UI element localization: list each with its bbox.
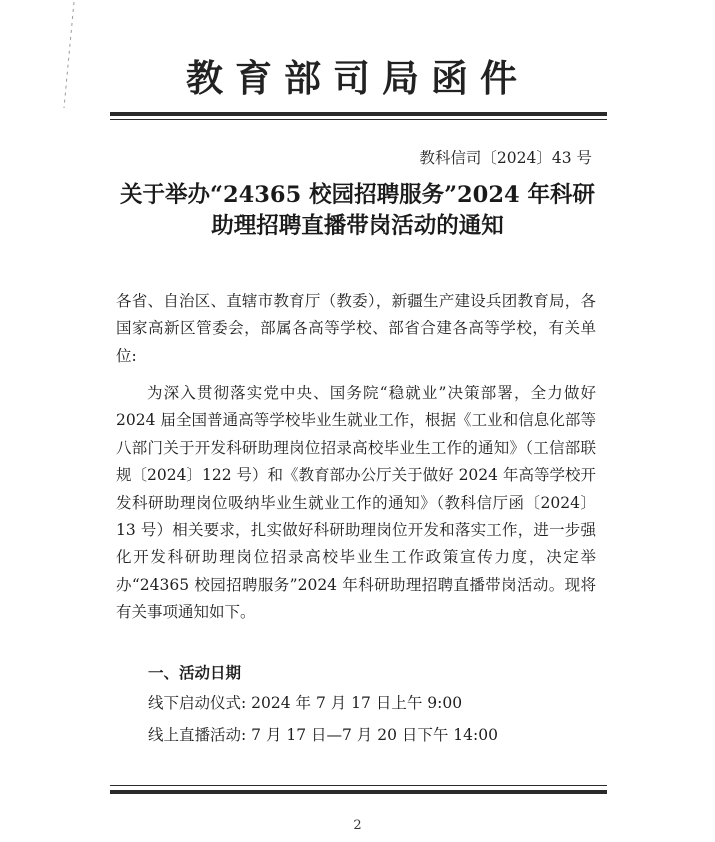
title-line-1: 关于举办“24365 校园招聘服务”2024 年科研: [120, 182, 595, 208]
schedule-online: 线上直播活动: 7 月 17 日—7 月 20 日下午 14:00: [148, 726, 498, 744]
addressee: 各省、自治区、直辖市教育厅（教委），新疆生产建设兵团教育局，各国家高新区管委会，部属各高等学校、部省合建各高等学校，有关单位:: [116, 292, 596, 365]
footer-rule-thin: [110, 785, 607, 786]
body-paragraph-1: 为深入贯彻落实党中央、国务院“稳就业”决策部署，全力做好 2024 届全国普通高等学校毕业生就业工作，根据《工业和信息化部等八部门关于开发科研助理岗位招录高校毕业生工作的通知》（工信部联规〔2024〕122 号）和《教育部办公厅关于做好 2024 年高等学校开发科研助理岗位吸纳毕业生就业工作的通知》（教科信厅函〔2024〕13 号）相关要求，扎实做好科研助理岗位开发和落实工作，进一步强化开发科研助理岗位招录高校毕业生工作政策宣传力度，决定举办“24365 校园招聘服务”2024 年科研助理招聘直播带岗活动。现将有关事项通知如下。: [116, 384, 596, 622]
title-line-2: 助理招聘直播带岗活动的通知: [211, 213, 504, 239]
page-number: 2: [353, 818, 362, 833]
section-heading-1: 一、活动日期: [148, 663, 242, 682]
schedule-offline: 线下启动仪式: 2024 年 7 月 17 日上午 9:00: [148, 694, 463, 712]
document-number: 教科信司〔2024〕43 号: [419, 149, 592, 167]
footer-rule-thick: [110, 790, 607, 794]
header-rule-thin: [110, 119, 607, 120]
document-title: [105, 180, 610, 242]
header-rule-thick: [110, 112, 607, 116]
scan-artifact-line: [54, 0, 94, 110]
letterhead-title: 教育部司局函件: [186, 56, 529, 100]
